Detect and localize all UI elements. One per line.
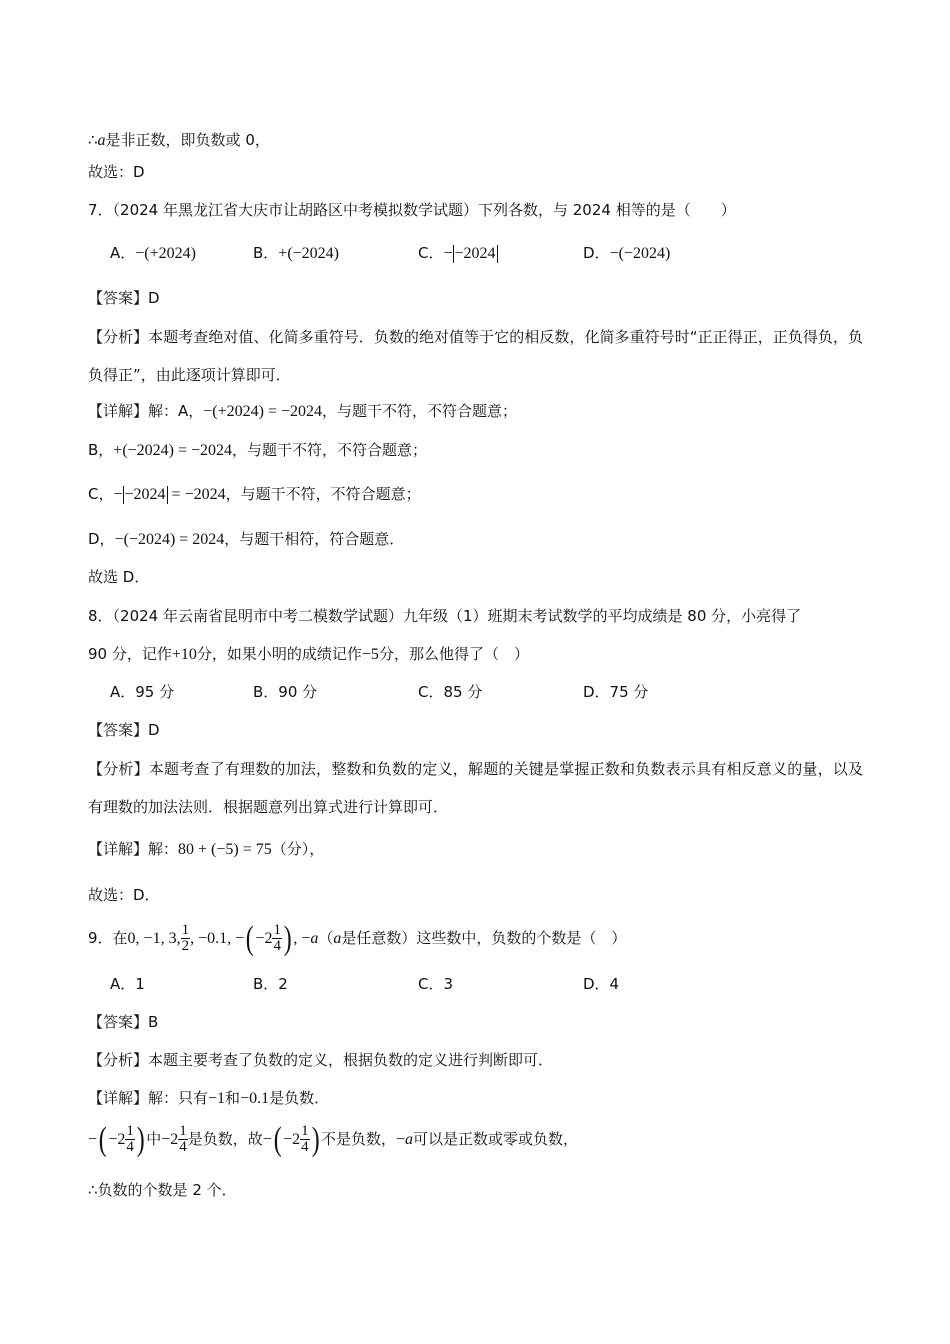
q8-stem-line1: 8．（2024 年云南省昆明市中考二模数学试题）九年级（1）班期末考试数学的平均成绩是 80 分，小亮得了 <box>88 607 802 625</box>
math: −2 <box>283 1131 301 1148</box>
text: C， <box>88 485 114 503</box>
q8-option-c: C．85 分 <box>418 683 483 701</box>
text: 90 分，记作 <box>88 645 172 663</box>
math: +(−2024) = −2024 <box>113 442 233 459</box>
numerator: 1 <box>301 1123 309 1139</box>
text: 【详解】解：A， <box>88 402 204 420</box>
math: −2 <box>108 1131 126 1148</box>
q9-stem <box>88 918 626 959</box>
option-label: A． <box>110 244 136 262</box>
text: （分）， <box>271 840 325 858</box>
q7-detail-d <box>88 529 404 550</box>
q8-answer: 【答案】D <box>88 721 160 739</box>
text: 分，如果小明的成绩记作 <box>196 645 362 663</box>
text: 分，那么他得了（ ） <box>378 645 529 663</box>
answer-choice-line: 故选：D <box>88 163 145 181</box>
option-value: +(−2024) <box>278 245 339 262</box>
text: 是任意数）这些数中，负数的个数是（ ） <box>341 929 627 947</box>
numerator: 1 <box>181 922 190 938</box>
text: 可以是正数或零或负数， <box>413 1130 579 1148</box>
q7-detail-b <box>88 440 427 461</box>
denominator: 4 <box>301 1139 309 1155</box>
math: −5 <box>361 646 379 663</box>
paren-close: ) <box>136 1120 145 1158</box>
q9-end <box>88 1180 237 1200</box>
text: 9．在 <box>88 929 128 947</box>
text: ，与题干不符，不符合题意； <box>232 441 428 459</box>
text: 中 <box>146 1130 162 1148</box>
minus-sign: − <box>396 1131 406 1148</box>
text: 是负数． <box>269 1089 330 1107</box>
q8-option-b: B．90 分 <box>253 683 318 701</box>
q7-analysis: 【分析】本题考查绝对值、化简多重符号．负数的绝对值等于它的相反数，化简多重符号时“正正得正，正负得负，负负得正”，由此逐项计算即可． <box>88 328 863 384</box>
text: （ <box>318 929 334 947</box>
math: , − <box>293 930 311 947</box>
numerator: 1 <box>179 1123 187 1139</box>
therefore-symbol: ∴ <box>88 131 98 149</box>
text: B， <box>88 441 114 459</box>
q9-option-d: D．4 <box>583 975 620 993</box>
q7-option-c <box>418 243 498 264</box>
variable-a: a <box>97 132 106 149</box>
math: −2 <box>161 1131 179 1148</box>
math: 80 + (−5) = 75 <box>178 841 272 858</box>
paren-open: ( <box>245 919 254 957</box>
option-label: D． <box>583 244 610 262</box>
text: 负数的个数是 2 个． <box>97 1181 237 1199</box>
q9-analysis: 【分析】本题主要考查了负数的定义，根据负数的定义进行判断即可． <box>88 1051 554 1069</box>
math: −2 <box>255 930 273 947</box>
denominator: 4 <box>126 1139 134 1155</box>
q8-option-d: D．75 分 <box>583 683 649 701</box>
paren-close: ) <box>283 919 292 957</box>
absolute-value: −2024 <box>454 245 496 262</box>
variable-a: a <box>405 1131 414 1148</box>
text: 【详解】解：只有 <box>88 1089 209 1107</box>
numerator: 1 <box>273 922 281 938</box>
math: −0.1 <box>240 1090 270 1107</box>
q9-option-b: B．2 <box>253 975 288 993</box>
option-label: B． <box>253 244 279 262</box>
paren-close: ) <box>311 1120 320 1158</box>
q9-detail-line2 <box>88 1119 578 1160</box>
q7-stem: 7．（2024 年黑龙江省大庆市让胡路区中考模拟数学试题）下列各数，与 2024 相等的是（ ） <box>88 201 736 219</box>
math: −(+2024) = −2024 <box>203 403 323 420</box>
q7-option-a <box>110 243 196 264</box>
minus-sign: − <box>88 1131 98 1148</box>
denominator: 2 <box>181 938 190 954</box>
q7-option-d <box>583 243 670 264</box>
math: −(−2024) = 2024 <box>114 531 225 548</box>
math: = −2024 <box>167 486 226 503</box>
option-label: C． <box>418 244 444 262</box>
q7-detail-c <box>88 484 421 505</box>
option-value: −(+2024) <box>135 245 196 262</box>
variable-a: a <box>333 930 342 947</box>
fraction-one-quarter <box>125 1124 135 1155</box>
text: ，与题干不符，不符合题意； <box>322 402 518 420</box>
text: 不是负数， <box>321 1130 397 1148</box>
q9-answer: 【答案】B <box>88 1013 159 1031</box>
math: 0, −1, 3, <box>127 930 181 947</box>
q8-option-a: A．95 分 <box>110 683 175 701</box>
denominator: 4 <box>179 1139 187 1155</box>
fraction-one-quarter <box>272 923 282 954</box>
text-line <box>88 130 270 151</box>
q7-detail-a <box>88 401 517 422</box>
paren-open: ( <box>98 1120 107 1158</box>
q8-detail <box>88 839 324 860</box>
math: , −0.1, − <box>190 930 245 947</box>
numerator: 1 <box>126 1123 134 1139</box>
text: 和 <box>225 1089 241 1107</box>
fraction-one-quarter <box>300 1124 310 1155</box>
math: +10 <box>171 646 197 663</box>
denominator: 4 <box>273 938 281 954</box>
q8-end: 故选：D． <box>88 886 160 904</box>
minus-sign: − <box>113 486 123 503</box>
minus-sign: − <box>443 245 453 262</box>
option-value: −(−2024) <box>609 245 671 262</box>
fraction-one-quarter <box>178 1124 188 1155</box>
text: 是负数，故 <box>187 1130 263 1148</box>
text: ，与题干不符，不符合题意； <box>225 485 421 503</box>
variable-a: a <box>310 930 319 947</box>
q9-detail-line1 <box>88 1088 329 1109</box>
therefore-symbol: ∴ <box>88 1181 98 1199</box>
fraction-one-half <box>181 923 191 954</box>
q7-end: 故选 D． <box>88 568 150 586</box>
paren-open: ( <box>273 1120 282 1158</box>
text: D， <box>88 530 115 548</box>
q8-stem-line2 <box>88 644 529 665</box>
text: 是非正数，即负数或 0， <box>105 131 270 149</box>
q7-option-b <box>253 243 339 264</box>
minus-sign: − <box>262 1131 272 1148</box>
q8-analysis: 【分析】本题考查了有理数的加法，整数和负数的定义，解题的关键是掌握正数和负数表示具有相反意义的量，以及有理数的加法法则．根据题意列出算式进行计算即可． <box>88 760 863 816</box>
q9-option-c: C．3 <box>418 975 454 993</box>
q7-answer: 【答案】D <box>88 289 160 307</box>
math: −1 <box>208 1090 226 1107</box>
text: ，与题干相符，符合题意． <box>224 530 405 548</box>
absolute-value: −2024 <box>124 486 166 503</box>
text: 【详解】解： <box>88 840 179 858</box>
q9-option-a: A．1 <box>110 975 145 993</box>
